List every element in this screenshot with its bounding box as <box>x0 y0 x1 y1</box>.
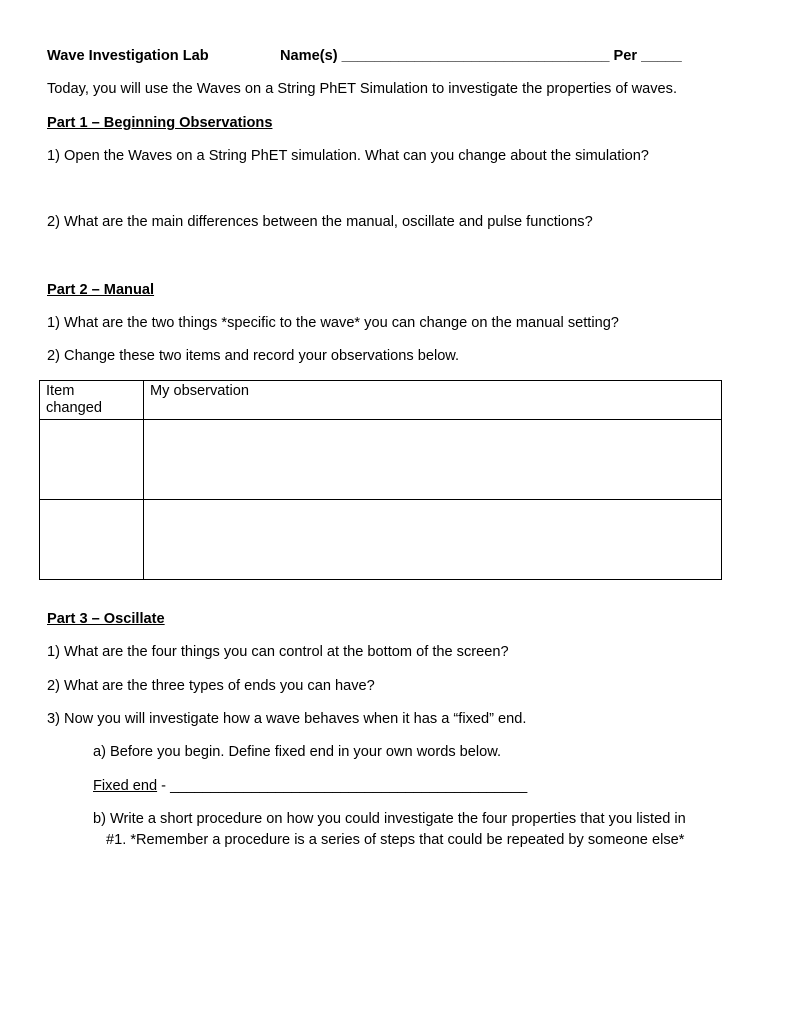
table-row <box>40 420 722 500</box>
fixed-end-label: Fixed end <box>93 778 158 794</box>
fixed-end-blank: - ____________________________________________ <box>157 778 528 794</box>
table-header-row <box>40 381 722 420</box>
item-header-line2: changed <box>46 400 102 416</box>
names-field: Name(s) _________________________________ Per _____ <box>280 48 682 64</box>
part1-heading: Part 1 – Beginning Observations <box>47 115 273 131</box>
part3-question-2: 2) What are the three types of ends you can have? <box>47 678 375 694</box>
observation-cell[interactable] <box>144 500 722 580</box>
table-row <box>40 500 722 580</box>
observation-table <box>39 380 722 580</box>
part3-question-3: 3) Now you will investigate how a wave behaves when it has a “fixed” end. <box>47 711 527 727</box>
part3-question-1: 1) What are the four things you can control at the bottom of the screen? <box>47 644 509 660</box>
part3-question-b-line1: b) Write a short procedure on how you could investigate the four properties that you listed in <box>93 811 686 827</box>
item-changed-header <box>40 381 144 420</box>
part3-heading: Part 3 – Oscillate <box>47 611 165 627</box>
part1-question-1: 1) Open the Waves on a String PhET simulation. What can you change about the simulation? <box>47 148 649 164</box>
item-cell[interactable] <box>40 500 144 580</box>
worksheet-title: Wave Investigation Lab <box>47 48 209 64</box>
observation-cell[interactable] <box>144 420 722 500</box>
fixed-end-field <box>93 777 527 795</box>
part3-question-b-line2: #1. *Remember a procedure is a series of steps that could be repeated by someone else* <box>106 832 685 848</box>
item-header-line1: Item <box>46 383 75 399</box>
part2-question-2: 2) Change these two items and record your observations below. <box>47 348 460 364</box>
item-cell[interactable] <box>40 420 144 500</box>
part3-question-a: a) Before you begin. Define fixed end in your own words below. <box>93 744 502 760</box>
part2-heading: Part 2 – Manual <box>47 282 155 298</box>
intro-text: Today, you will use the Waves on a String PhET Simulation to investigate the properties of waves. <box>47 81 678 97</box>
part1-question-2: 2) What are the main differences between the manual, oscillate and pulse functions? <box>47 214 593 230</box>
observation-header: My observation <box>144 381 722 420</box>
part2-question-1: 1) What are the two things *specific to the wave* you can change on the manual setting? <box>47 315 619 331</box>
